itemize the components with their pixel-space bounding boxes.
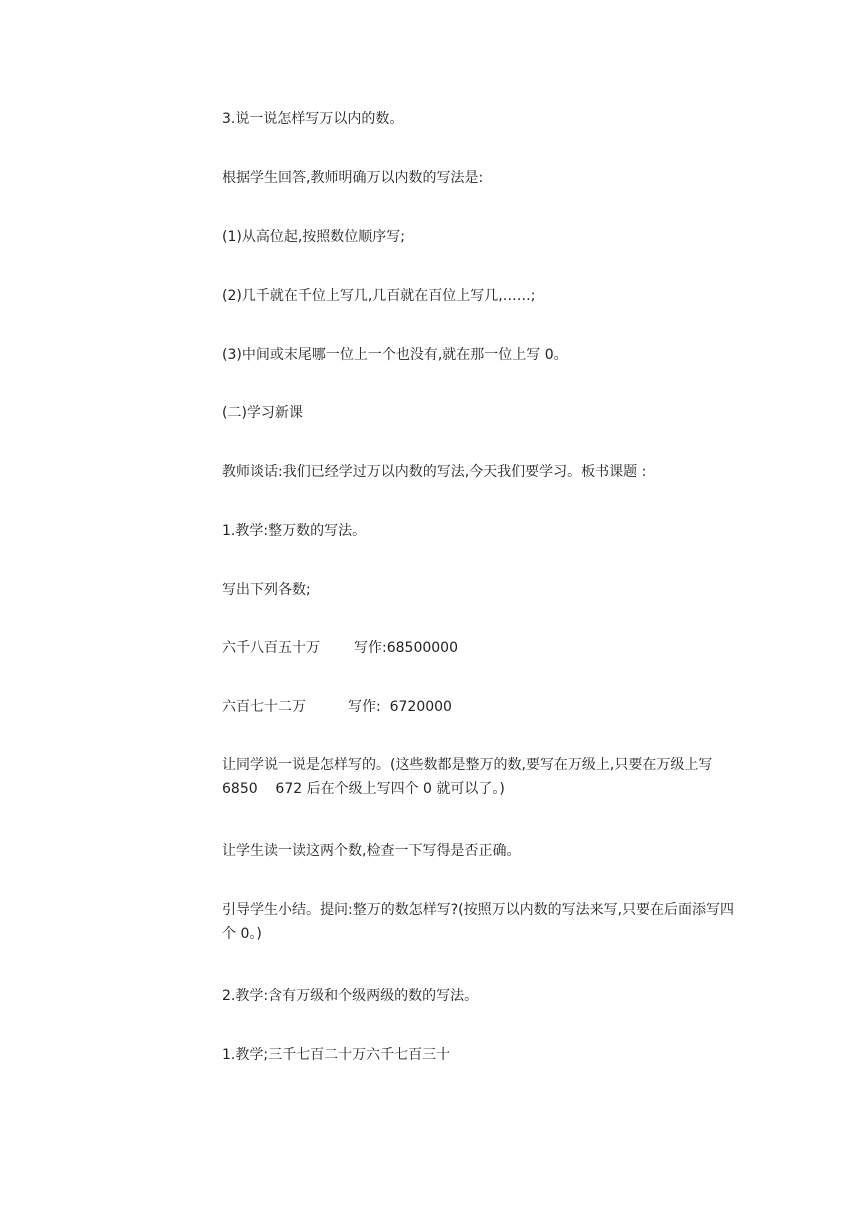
example-line-2: [222, 695, 740, 719]
paragraph-read-check: 让学生读一读这两个数,检查一下写得是否正确。: [222, 843, 521, 859]
example-1-written: 写作:68500000: [354, 640, 458, 656]
paragraph-teaching-1: 1.教学:整万数的写法。: [222, 523, 367, 539]
paragraph-teaching-example: 1.教学;三千七百二十万六千七百三十: [222, 1047, 451, 1063]
paragraph-summary-question: 引导学生小结。提问:整万的数怎样写?(按照万以内数的写法来写,只要在后面添写四个 0。): [222, 902, 735, 942]
paragraph-item-3: 3.说一说怎样写万以内的数。: [222, 111, 404, 127]
paragraph-teacher-summary: 根据学生回答,教师明确万以内数的写法是:: [222, 170, 484, 186]
paragraph-rule-1: (1)从高位起,按照数位顺序写;: [222, 229, 405, 245]
example-2-words: 六百七十二万: [222, 699, 306, 715]
example-2-written: 写作: 6720000: [348, 699, 452, 715]
paragraph-rule-2: (2)几千就在千位上写几,几百就在百位上写几,……;: [222, 288, 536, 304]
paragraph-teacher-talk: 教师谈话:我们已经学过万以内数的写法,今天我们要学习。板书课题 :: [222, 464, 647, 480]
paragraph-explain-method: 让同学说一说是怎样写的。(这些数都是整万的数,要写在万级上,只要在万级上写 6850 672 后在个级上写四个 0 就可以了。): [222, 757, 717, 797]
section-heading-new-lesson: (二)学习新课: [222, 405, 303, 421]
paragraph-write-numbers: 写出下列各数;: [222, 582, 311, 598]
paragraph-teaching-2: 2.教学:含有万级和个级两级的数的写法。: [222, 988, 479, 1004]
example-line-1: [222, 636, 740, 660]
paragraph-rule-3: (3)中间或末尾哪一位上一个也没有,就在那一位上写 0。: [222, 347, 568, 363]
example-1-words: 六千八百五十万: [222, 640, 320, 656]
